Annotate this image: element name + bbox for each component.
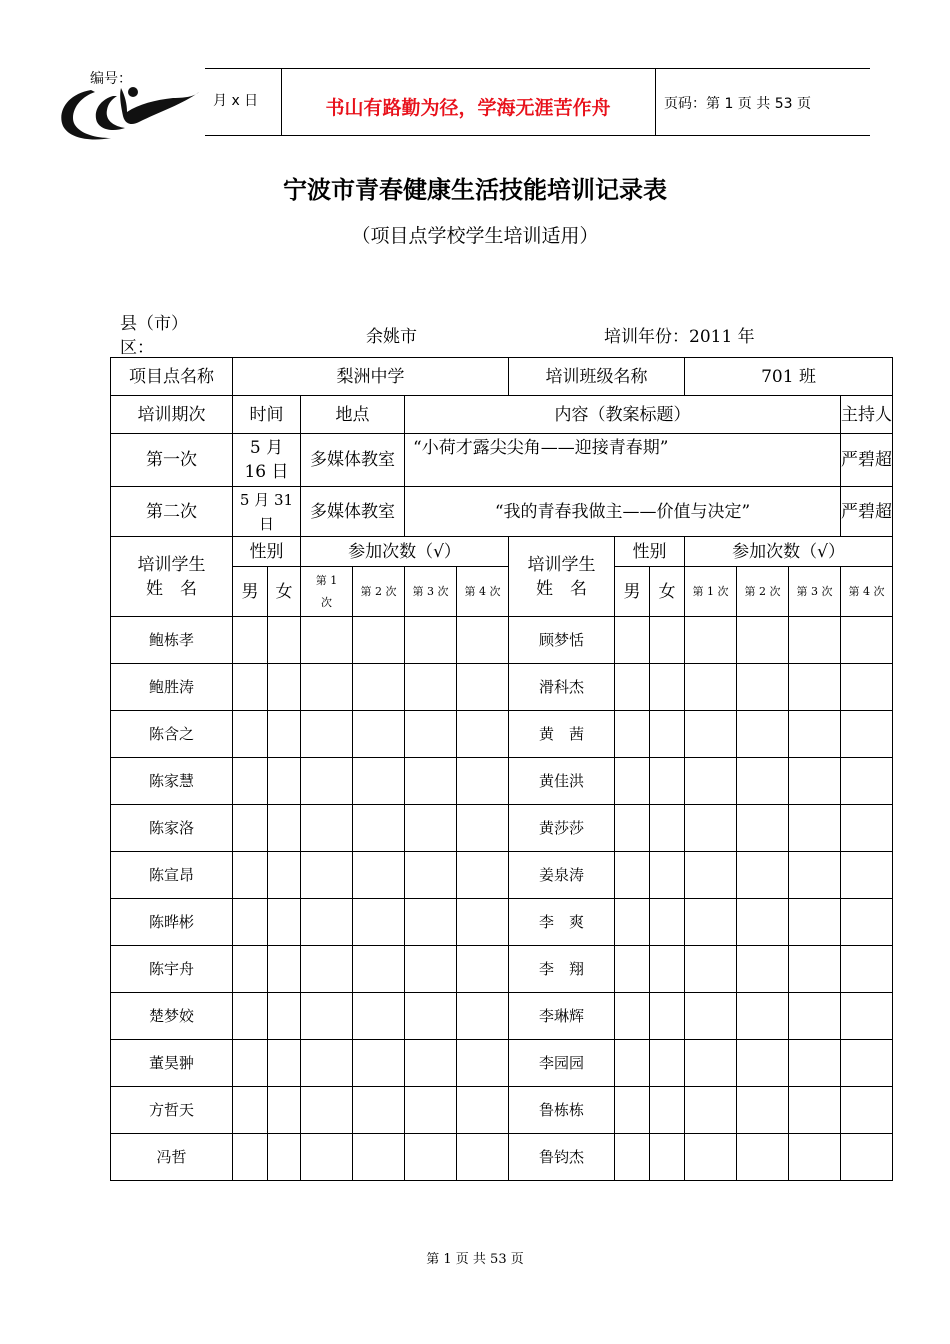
- check-cell[interactable]: [650, 1134, 685, 1181]
- check-cell[interactable]: [457, 1087, 509, 1134]
- check-cell[interactable]: [685, 852, 737, 899]
- check-cell[interactable]: [685, 805, 737, 852]
- check-cell[interactable]: [737, 1040, 789, 1087]
- check-cell[interactable]: [650, 758, 685, 805]
- class-name-value: 701 班: [685, 358, 893, 396]
- student-name-header: 培训学生 姓 名: [509, 537, 615, 617]
- check-cell[interactable]: [405, 1087, 457, 1134]
- check-cell[interactable]: [737, 993, 789, 1040]
- check-cell[interactable]: [650, 852, 685, 899]
- check-cell[interactable]: [457, 1134, 509, 1181]
- check-cell[interactable]: [457, 805, 509, 852]
- county-value: 余姚市: [366, 327, 417, 347]
- check-cell[interactable]: [457, 993, 509, 1040]
- check-cell[interactable]: [268, 1087, 301, 1134]
- check-cell[interactable]: [685, 993, 737, 1040]
- check-cell[interactable]: [789, 852, 841, 899]
- student-row: [111, 1134, 893, 1181]
- student-name: 陈宣昂: [111, 852, 233, 899]
- check-cell[interactable]: [615, 617, 650, 664]
- check-cell[interactable]: [841, 899, 893, 946]
- attend-time-header: 第 3 次: [405, 567, 457, 617]
- check-cell[interactable]: [789, 617, 841, 664]
- student-name: 李琳辉: [509, 993, 615, 1040]
- check-cell[interactable]: [405, 617, 457, 664]
- session-content: “小荷才露尖尖角——迎接青春期”: [405, 434, 841, 487]
- check-cell[interactable]: [353, 617, 405, 664]
- student-name: 陈宇舟: [111, 946, 233, 993]
- check-cell[interactable]: [268, 711, 301, 758]
- attend-header: 参加次数（√）: [685, 537, 893, 567]
- check-cell[interactable]: [301, 946, 353, 993]
- header-date: 月 x 日: [213, 93, 259, 109]
- female-header: 女: [268, 567, 301, 617]
- check-cell[interactable]: [268, 946, 301, 993]
- check-cell[interactable]: [353, 711, 405, 758]
- check-cell[interactable]: [615, 805, 650, 852]
- check-cell[interactable]: [789, 993, 841, 1040]
- check-cell[interactable]: [405, 758, 457, 805]
- check-cell[interactable]: [268, 852, 301, 899]
- check-cell[interactable]: [457, 664, 509, 711]
- bianhao-label: 编号：: [90, 71, 132, 87]
- check-cell[interactable]: [353, 852, 405, 899]
- check-cell[interactable]: [841, 1040, 893, 1087]
- check-cell[interactable]: [405, 993, 457, 1040]
- check-cell[interactable]: [841, 852, 893, 899]
- check-cell[interactable]: [615, 1040, 650, 1087]
- check-cell[interactable]: [457, 946, 509, 993]
- check-cell[interactable]: [737, 805, 789, 852]
- student-row: [111, 899, 893, 946]
- class-name-label: 培训班级名称: [509, 358, 685, 396]
- check-cell[interactable]: [405, 664, 457, 711]
- check-cell[interactable]: [233, 1040, 268, 1087]
- project-name-value: 梨洲中学: [233, 358, 509, 396]
- session-time: 5 月 16 日: [233, 434, 301, 487]
- session-content: “我的青春我做主——价值与决定”: [405, 487, 841, 537]
- check-cell[interactable]: [737, 1087, 789, 1134]
- session-row: [111, 487, 893, 537]
- check-cell[interactable]: [737, 664, 789, 711]
- check-cell[interactable]: [405, 1040, 457, 1087]
- check-cell[interactable]: [615, 899, 650, 946]
- check-cell[interactable]: [457, 617, 509, 664]
- check-cell[interactable]: [650, 617, 685, 664]
- check-cell[interactable]: [233, 1087, 268, 1134]
- check-cell[interactable]: [233, 617, 268, 664]
- header-page-info: 页码：第 1 页 共 53 页: [664, 96, 811, 112]
- check-cell[interactable]: [615, 993, 650, 1040]
- male-header: 男: [233, 567, 268, 617]
- session-header-row: [111, 396, 893, 434]
- check-cell[interactable]: [615, 1134, 650, 1181]
- student-name: 黄 茜: [509, 711, 615, 758]
- check-cell[interactable]: [737, 946, 789, 993]
- check-cell[interactable]: [737, 617, 789, 664]
- session-host: 严碧超: [841, 434, 893, 487]
- check-cell[interactable]: [301, 899, 353, 946]
- check-cell[interactable]: [353, 899, 405, 946]
- student-name: 李园园: [509, 1040, 615, 1087]
- check-cell[interactable]: [685, 617, 737, 664]
- check-cell[interactable]: [301, 805, 353, 852]
- student-row: [111, 852, 893, 899]
- page-title: 宁波市青春健康生活技能培训记录表: [283, 176, 667, 204]
- attend-time-header: 第 1 次: [685, 567, 737, 617]
- check-cell[interactable]: [233, 758, 268, 805]
- check-cell[interactable]: [268, 899, 301, 946]
- check-cell[interactable]: [685, 946, 737, 993]
- student-name: 陈家洛: [111, 805, 233, 852]
- check-cell[interactable]: [685, 711, 737, 758]
- check-cell[interactable]: [457, 899, 509, 946]
- check-cell[interactable]: [301, 758, 353, 805]
- check-cell[interactable]: [789, 1087, 841, 1134]
- session-place: 多媒体教室: [301, 434, 405, 487]
- attend-time-header: 第 3 次: [789, 567, 841, 617]
- student-name: 陈家慧: [111, 758, 233, 805]
- check-cell[interactable]: [685, 1087, 737, 1134]
- check-cell[interactable]: [457, 1040, 509, 1087]
- check-cell[interactable]: [685, 899, 737, 946]
- check-cell[interactable]: [301, 993, 353, 1040]
- student-name: 黄佳洪: [509, 758, 615, 805]
- check-cell[interactable]: [233, 805, 268, 852]
- student-row: [111, 805, 893, 852]
- attend-header: 参加次数（√）: [301, 537, 509, 567]
- student-name: 鲁钧杰: [509, 1134, 615, 1181]
- check-cell[interactable]: [233, 993, 268, 1040]
- session-content-header: 内容（教案标题）: [405, 396, 841, 434]
- student-row: [111, 711, 893, 758]
- check-cell[interactable]: [405, 899, 457, 946]
- check-cell[interactable]: [737, 711, 789, 758]
- session-host: 严碧超: [841, 487, 893, 537]
- check-cell[interactable]: [737, 899, 789, 946]
- student-name: 鲍胜涛: [111, 664, 233, 711]
- session-period: 第二次: [111, 487, 233, 537]
- check-cell[interactable]: [615, 946, 650, 993]
- check-cell[interactable]: [353, 946, 405, 993]
- session-time-header: 时间: [233, 396, 301, 434]
- check-cell[interactable]: [268, 1134, 301, 1181]
- check-cell[interactable]: [650, 993, 685, 1040]
- session-time: 5 月 31 日: [233, 487, 301, 537]
- check-cell[interactable]: [405, 711, 457, 758]
- check-cell[interactable]: [650, 711, 685, 758]
- gender-header: 性别: [233, 537, 301, 567]
- county-label: 县（市）区：: [120, 314, 188, 358]
- student-name: 董昊翀: [111, 1040, 233, 1087]
- gender-header: 性别: [615, 537, 685, 567]
- page-subtitle: （项目点学校学生培训适用）: [351, 225, 599, 247]
- student-name: 黄莎莎: [509, 805, 615, 852]
- header-motto: 书山有路勤为径，学海无涯苦作舟: [325, 97, 611, 119]
- student-name: 方哲天: [111, 1087, 233, 1134]
- check-cell[interactable]: [841, 1134, 893, 1181]
- check-cell[interactable]: [650, 946, 685, 993]
- check-cell[interactable]: [353, 805, 405, 852]
- student-name: 顾梦恬: [509, 617, 615, 664]
- session-place: 多媒体教室: [301, 487, 405, 537]
- check-cell[interactable]: [650, 664, 685, 711]
- student-row: [111, 617, 893, 664]
- check-cell[interactable]: [233, 946, 268, 993]
- check-cell[interactable]: [457, 852, 509, 899]
- check-cell[interactable]: [301, 1040, 353, 1087]
- check-cell[interactable]: [789, 758, 841, 805]
- check-cell[interactable]: [233, 852, 268, 899]
- attend-time-header: 第 1 次: [301, 567, 353, 617]
- check-cell[interactable]: [301, 1087, 353, 1134]
- check-cell[interactable]: [405, 852, 457, 899]
- student-row: [111, 1087, 893, 1134]
- session-period: 第一次: [111, 434, 233, 487]
- check-cell[interactable]: [268, 664, 301, 711]
- student-name: 陈晔彬: [111, 899, 233, 946]
- session-host-header: 主持人: [841, 396, 893, 434]
- check-cell[interactable]: [789, 1134, 841, 1181]
- check-cell[interactable]: [405, 805, 457, 852]
- student-row: [111, 758, 893, 805]
- check-cell[interactable]: [685, 758, 737, 805]
- check-cell[interactable]: [353, 1087, 405, 1134]
- check-cell[interactable]: [405, 1134, 457, 1181]
- check-cell[interactable]: [233, 664, 268, 711]
- check-cell[interactable]: [268, 617, 301, 664]
- check-cell[interactable]: [737, 758, 789, 805]
- year-label: 培训年份：2011 年: [604, 327, 755, 347]
- check-cell[interactable]: [737, 852, 789, 899]
- check-cell[interactable]: [405, 946, 457, 993]
- student-name: 鲁栋栋: [509, 1087, 615, 1134]
- student-header-row: [111, 537, 893, 567]
- check-cell[interactable]: [685, 664, 737, 711]
- check-cell[interactable]: [841, 993, 893, 1040]
- check-cell[interactable]: [301, 1134, 353, 1181]
- logo-icon: [55, 82, 200, 146]
- student-row: [111, 1040, 893, 1087]
- check-cell[interactable]: [841, 1087, 893, 1134]
- check-cell[interactable]: [737, 1134, 789, 1181]
- student-row: [111, 993, 893, 1040]
- check-cell[interactable]: [841, 946, 893, 993]
- check-cell[interactable]: [353, 664, 405, 711]
- check-cell[interactable]: [789, 946, 841, 993]
- student-name: 鲍栋孝: [111, 617, 233, 664]
- check-cell[interactable]: [457, 758, 509, 805]
- student-row: [111, 664, 893, 711]
- student-row: [111, 946, 893, 993]
- attend-time-header: 第 4 次: [457, 567, 509, 617]
- student-name: 冯哲: [111, 1134, 233, 1181]
- check-cell[interactable]: [841, 664, 893, 711]
- check-cell[interactable]: [650, 899, 685, 946]
- check-cell[interactable]: [233, 1134, 268, 1181]
- check-cell[interactable]: [685, 1040, 737, 1087]
- check-cell[interactable]: [615, 711, 650, 758]
- record-table: [110, 357, 893, 1181]
- project-name-label: 项目点名称: [111, 358, 233, 396]
- check-cell[interactable]: [301, 711, 353, 758]
- check-cell[interactable]: [615, 852, 650, 899]
- check-cell[interactable]: [268, 758, 301, 805]
- student-name: 滑科杰: [509, 664, 615, 711]
- check-cell[interactable]: [650, 1087, 685, 1134]
- attend-time-header: 第 2 次: [353, 567, 405, 617]
- check-cell[interactable]: [301, 617, 353, 664]
- student-name: 姜泉涛: [509, 852, 615, 899]
- check-cell[interactable]: [233, 899, 268, 946]
- attend-time-header: 第 2 次: [737, 567, 789, 617]
- check-cell[interactable]: [841, 617, 893, 664]
- check-cell[interactable]: [789, 805, 841, 852]
- session-row: [111, 434, 893, 487]
- male-header: 男: [615, 567, 650, 617]
- check-cell[interactable]: [353, 1040, 405, 1087]
- session-period-header: 培训期次: [111, 396, 233, 434]
- check-cell[interactable]: [615, 1087, 650, 1134]
- check-cell[interactable]: [789, 899, 841, 946]
- page-footer: 第 1 页 共 53 页: [426, 1252, 524, 1267]
- check-cell[interactable]: [301, 852, 353, 899]
- student-name: 陈含之: [111, 711, 233, 758]
- check-cell[interactable]: [268, 993, 301, 1040]
- check-cell[interactable]: [353, 758, 405, 805]
- check-cell[interactable]: [650, 805, 685, 852]
- check-cell[interactable]: [685, 1134, 737, 1181]
- check-cell[interactable]: [789, 664, 841, 711]
- check-cell[interactable]: [353, 993, 405, 1040]
- check-cell[interactable]: [841, 805, 893, 852]
- check-cell[interactable]: [841, 711, 893, 758]
- check-cell[interactable]: [301, 664, 353, 711]
- check-cell[interactable]: [353, 1134, 405, 1181]
- check-cell[interactable]: [789, 711, 841, 758]
- check-cell[interactable]: [789, 1040, 841, 1087]
- check-cell[interactable]: [841, 758, 893, 805]
- check-cell[interactable]: [233, 711, 268, 758]
- student-name: 李 爽: [509, 899, 615, 946]
- check-cell[interactable]: [650, 1040, 685, 1087]
- project-row: [111, 358, 893, 396]
- check-cell[interactable]: [268, 805, 301, 852]
- check-cell[interactable]: [615, 758, 650, 805]
- check-cell[interactable]: [457, 711, 509, 758]
- student-name-header: 培训学生 姓 名: [111, 537, 233, 617]
- attend-time-header: 第 4 次: [841, 567, 893, 617]
- student-name: 李 翔: [509, 946, 615, 993]
- check-cell[interactable]: [615, 664, 650, 711]
- female-header: 女: [650, 567, 685, 617]
- session-place-header: 地点: [301, 396, 405, 434]
- student-name: 楚梦姣: [111, 993, 233, 1040]
- check-cell[interactable]: [268, 1040, 301, 1087]
